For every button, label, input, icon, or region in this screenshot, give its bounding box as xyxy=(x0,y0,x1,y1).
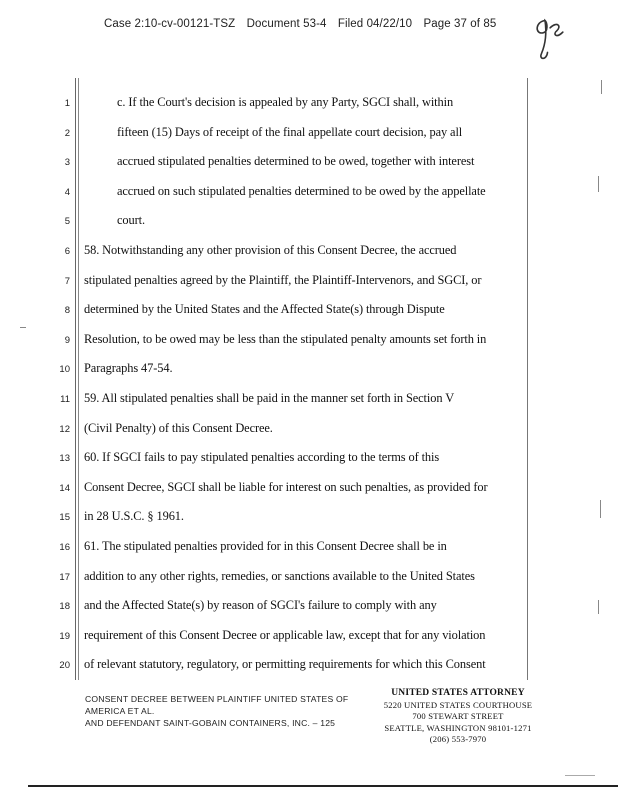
line-text: 58. Notwithstanding any other provision of this Consent Decree, the accrued xyxy=(84,243,457,257)
scan-speck xyxy=(565,775,595,776)
line-number: 7 xyxy=(64,275,70,287)
line-number: 11 xyxy=(60,394,70,405)
line-text: addition to any other rights, remedies, or sanctions available to the United States xyxy=(84,568,475,583)
line-number: 15 xyxy=(59,512,70,524)
line-number: 17 xyxy=(59,571,70,583)
case-number: Case 2:10-cv-00121-TSZ xyxy=(104,18,236,30)
footer-caption-line1: CONSENT DECREE BETWEEN PLAINTIFF UNITED STATES OF AMERICA ET AL. xyxy=(85,694,349,716)
attorney-phone: (206) 553-7970 xyxy=(429,734,487,744)
left-margin-rule xyxy=(75,78,76,680)
line-text: requirement of this Consent Decree or applicable law, except that for any violation xyxy=(84,627,486,642)
right-margin-rule xyxy=(527,78,528,680)
handwritten-initials xyxy=(526,10,574,74)
line-text: court. xyxy=(117,213,145,228)
line-text: of relevant statutory, regulatory, or permitting requirements for which this Consent xyxy=(84,657,486,672)
line-text: Consent Decree, SGCI shall be liable for interest on such penalties, as provided for xyxy=(84,479,488,494)
line-text: Resolution, to be owed may be less than the stipulated penalty amounts set forth in xyxy=(84,331,487,346)
scan-speck xyxy=(598,176,599,192)
line-text: in 28 U.S.C. § 1961. xyxy=(84,509,184,524)
line-text: accrued on such stipulated penalties determined to be owed by the appellate xyxy=(117,183,486,198)
line-number: 10 xyxy=(59,364,70,376)
document-number: Document 53-4 xyxy=(246,18,327,30)
line-text: (Civil Penalty) of this Consent Decree. xyxy=(84,420,273,435)
line-number: 13 xyxy=(59,453,70,465)
line-number: 6 xyxy=(64,246,70,257)
line-text: c. If the Court's decision is appealed by any Party, SGCI shall, within xyxy=(117,95,454,109)
line-number: 3 xyxy=(64,157,70,169)
line-text: 59. All stipulated penalties shall be paid in the manner set forth in Section V xyxy=(84,391,455,405)
case-header xyxy=(104,18,544,30)
line-number: 12 xyxy=(59,423,70,435)
line-text: stipulated penalties agreed by the Plaintiff, the Plaintiff-Intervenors, and SGCI, or xyxy=(84,272,482,287)
line-number: 20 xyxy=(59,660,70,672)
scan-speck xyxy=(598,600,599,614)
line-text: 60. If SGCI fails to pay stipulated penalties according to the terms of this xyxy=(84,450,440,465)
line-text: accrued stipulated penalties determined to be owed, together with interest xyxy=(117,154,475,169)
line-text: fifteen (15) Days of receipt of the final appellate court decision, pay all xyxy=(117,124,463,139)
line-number: 18 xyxy=(59,601,70,613)
scan-speck xyxy=(20,327,26,328)
line-number: 19 xyxy=(59,630,70,642)
page-number: Page 37 of 85 xyxy=(423,18,497,30)
left-margin-rule-inner xyxy=(78,78,79,680)
line-number: 5 xyxy=(64,216,70,228)
scan-speck xyxy=(600,500,601,518)
initials-mark xyxy=(526,10,573,65)
line-number: 4 xyxy=(64,186,70,198)
scan-speck xyxy=(601,80,602,94)
attorney-address-line1: 5220 UNITED STATES COURTHOUSE xyxy=(383,699,533,710)
line-text: 61. The stipulated penalties provided for in this Consent Decree shall be in xyxy=(84,539,447,553)
line-text: determined by the United States and the Affected State(s) through Dispute xyxy=(84,302,445,317)
attorney-office-title: UNITED STATES ATTORNEY xyxy=(391,688,525,698)
attorney-address-line2: 700 STEWART STREET xyxy=(412,711,504,721)
line-number: 16 xyxy=(59,542,70,553)
bottom-rule xyxy=(28,785,618,787)
filed-date: Filed 04/22/10 xyxy=(337,18,413,30)
footer-caption-line2: AND DEFENDANT SAINT-GOBAIN CONTAINERS, INC. – 125 xyxy=(85,718,336,728)
line-number: 14 xyxy=(59,482,70,494)
attorney-address-block xyxy=(378,688,538,746)
line-text: Paragraphs 47-54. xyxy=(84,361,173,376)
footer-caption xyxy=(85,693,375,729)
line-number: 2 xyxy=(64,127,70,139)
line-number: 1 xyxy=(64,98,70,109)
attorney-address-line3: SEATTLE, WASHINGTON 98101-1271 xyxy=(384,722,532,733)
line-number: 8 xyxy=(64,305,70,317)
line-text: and the Affected State(s) by reason of SGCI's failure to comply with any xyxy=(84,598,437,613)
line-number: 9 xyxy=(64,334,70,346)
